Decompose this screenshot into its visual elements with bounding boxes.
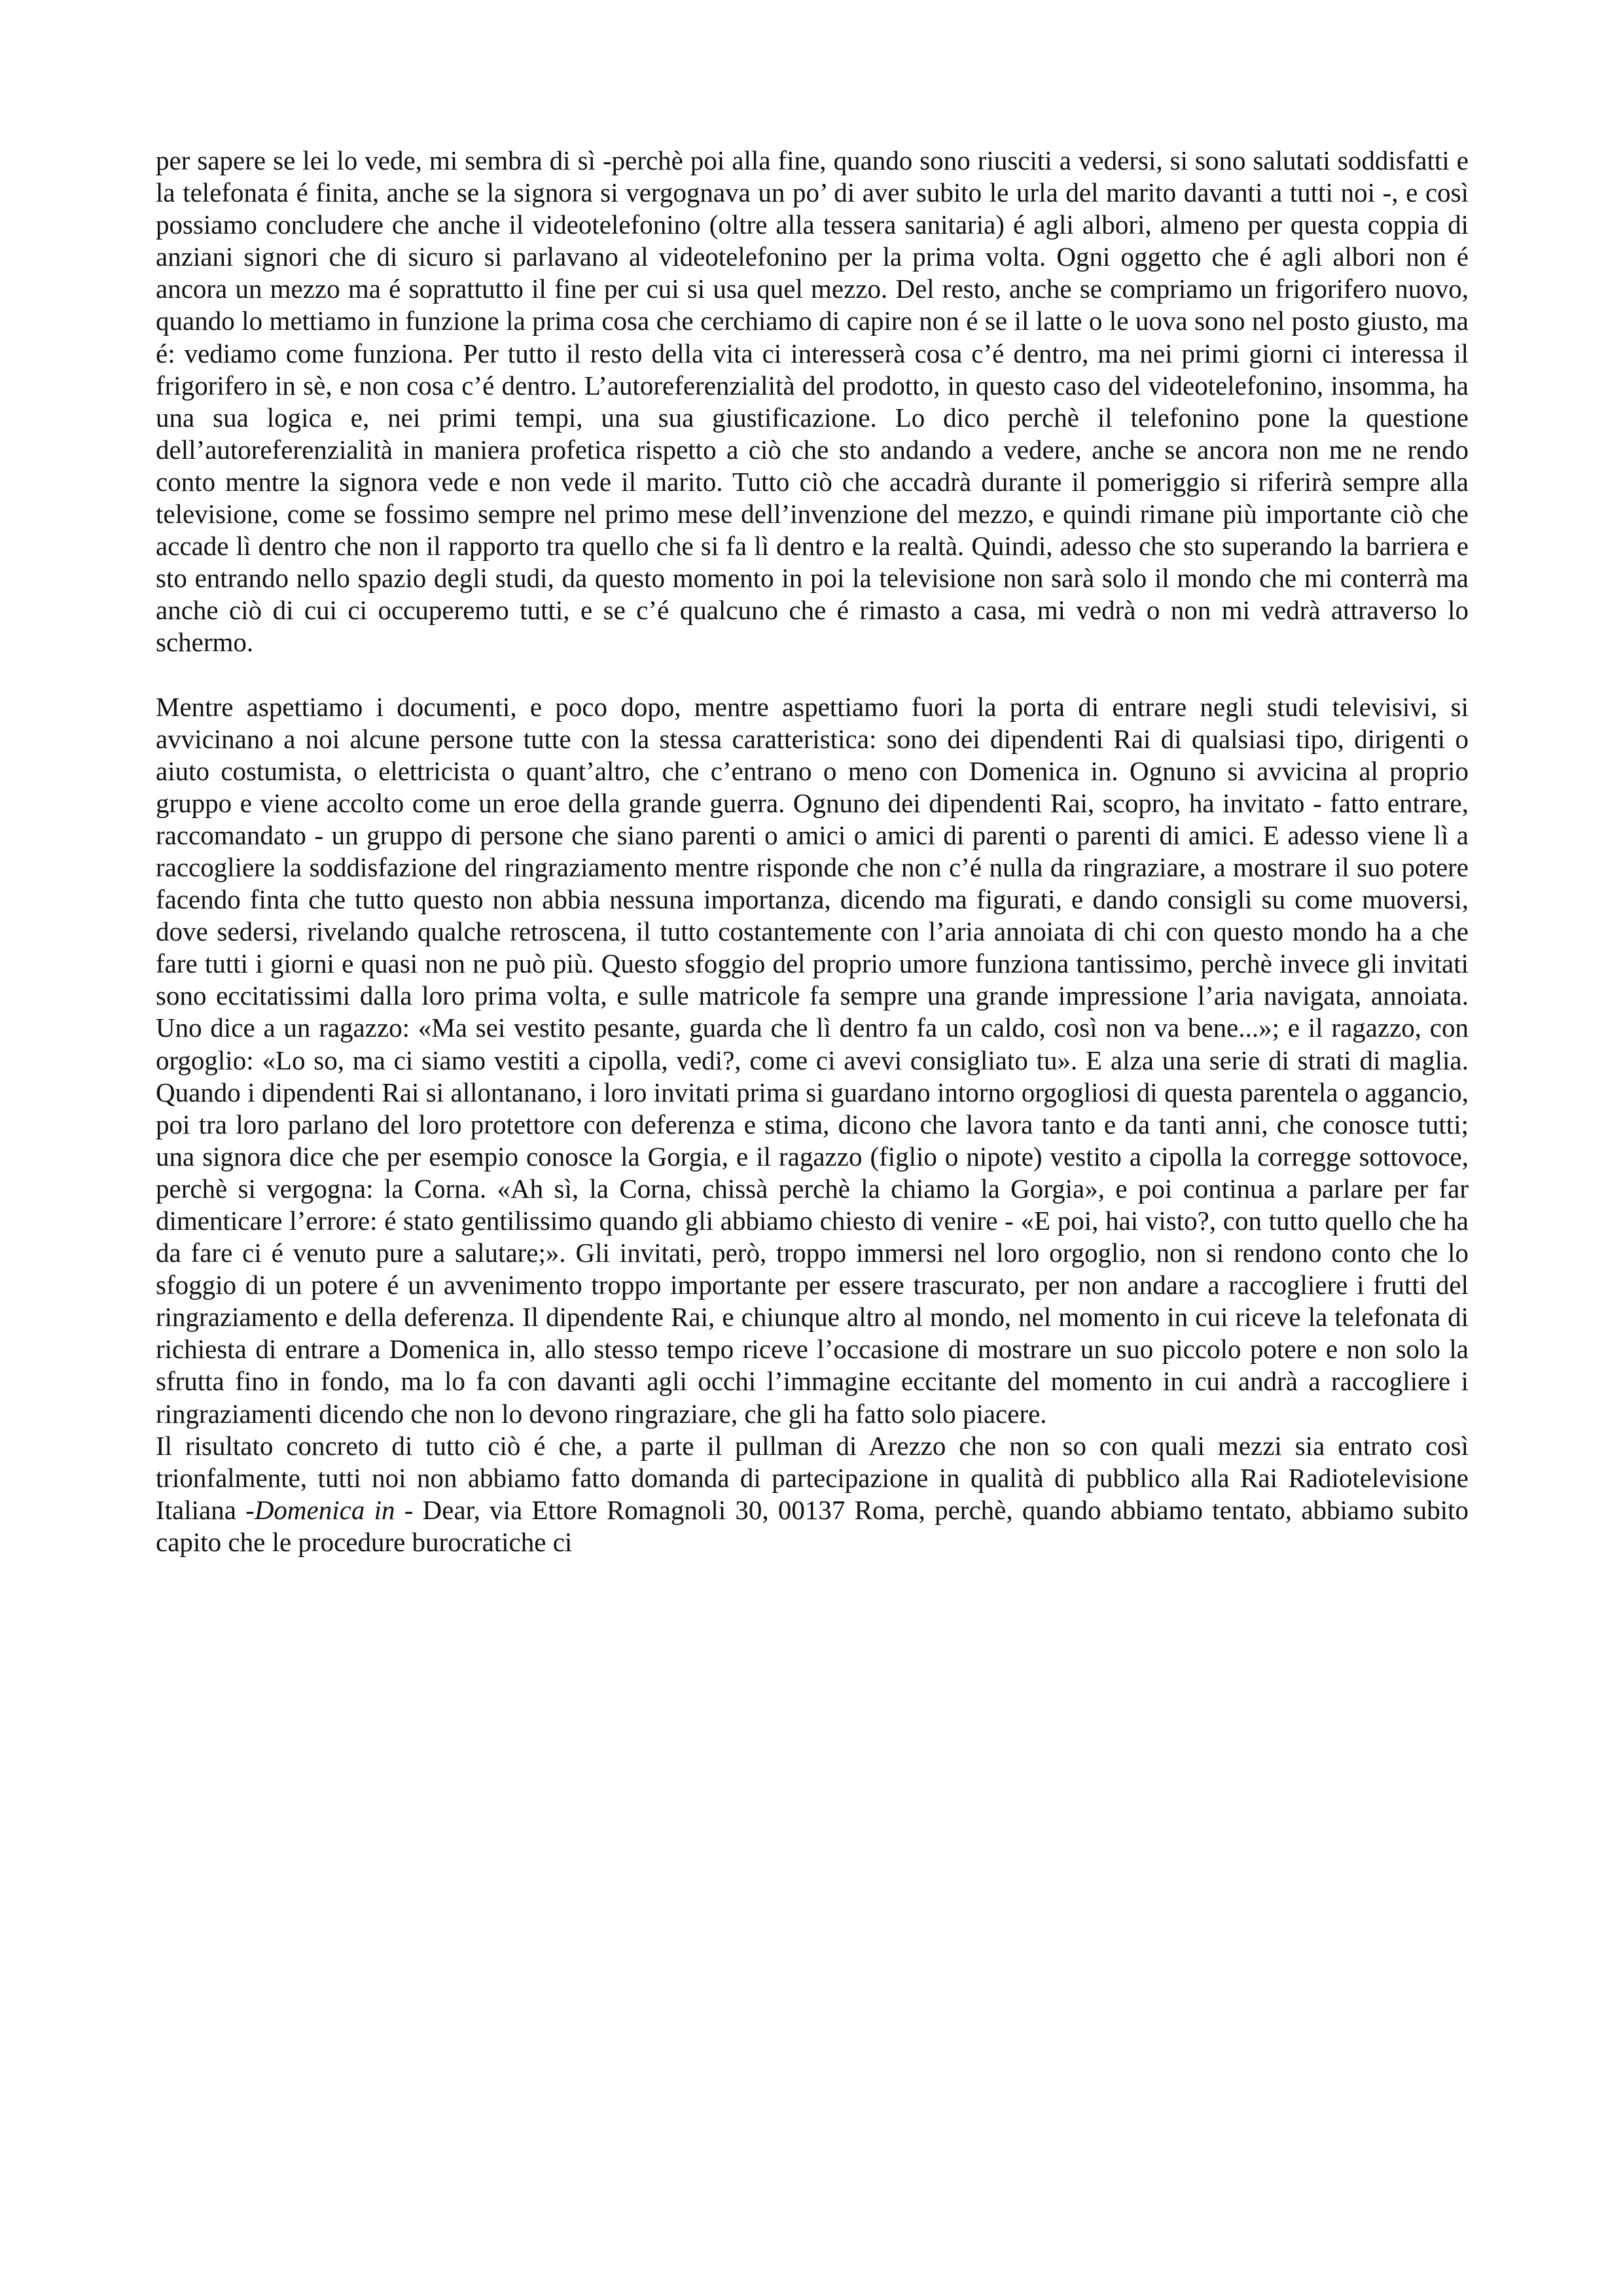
- paragraph-2-text: Mentre aspettiamo i documenti, e poco dopo, mentre aspettiamo fuori la porta di entrare negli studi televisivi, si avvicinano a noi alcune persone tutte con la stessa caratteristica: sono dei dipendenti Rai di qualsiasi tipo, dirigenti o aiuto costumista, o elettricista o quant’altro, che c’entrano o meno con Domenica in. Ognuno si avvicina al proprio gruppo e viene accolto come un eroe della grande guerra. Ognuno dei dipendenti Rai, scopro, ha invitato - fatto entrare, raccomandato - un gruppo di persone che siano parenti o amici o amici di parenti o parenti di amici. E adesso viene lì a raccogliere la soddisfazione del ringraziamento mentre risponde che non c’é nulla da ringraziare, a mostrare il suo potere facendo finta che tutto questo non abbia nessuna importanza, dicendo ma figurati, e dando consigli su come muoversi, dove sedersi, rivelando qualche retroscena, il tutto costantemente con l’aria annoiata di chi con questo mondo ha a che fare tutti i giorni e quasi non ne può più. Questo sfoggio del proprio umore funziona tantissimo, perchè invece gli invitati sono eccitatissimi dalla loro prima volta, e sulle matricole fa sempre una grande impressione l’aria navigata, annoiata. Uno dice a un ragazzo: «Ma sei vestito pesante, guarda che lì dentro fa un caldo, così non va bene...»; e il ragazzo, con orgoglio: «Lo so, ma ci siamo vestiti a cipolla, vedi?, come ci avevi consigliato tu». E alza una serie di strati di maglia. Quando i dipendenti Rai si allontanano, i loro invitati prima si guardano intorno orgogliosi di questa parentela o aggancio, poi tra loro parlano del loro protettore con deferenza e stima, dicono che lavora tanto e da tanti anni, che conosce tutti; una signora dice che per esempio conosce la Gorgia, e il ragazzo (figlio o nipote) vestito a cipolla la corregge sottovoce, perchè si vergogna: la Corna. «Ah sì, la Corna, chissà perchè la chiamo la Gorgia», e poi continua a parlare per far dimenticare l’errore: é stato gentilissimo quando gli abbiamo chiesto di venire - «E poi, hai visto?, con tutto quello che ha da fare ci é venuto pure a salutare;». Gli invitati, però, troppo immersi nel loro orgoglio, non si rendono conto che lo sfoggio di un potere é un avvenimento troppo importante per essere trascurato, per non andare a raccogliere i frutti del ringraziamento e della deferenza. Il dipendente Rai, e chiunque altro al mondo, nel momento in cui riceve la telefonata di richiesta di entrare a Domenica in, allo stesso tempo riceve l’occasione di mostrare un suo piccolo potere e non solo la sfrutta fino in fondo, ma lo fa con davanti agli occhi l’immagine eccitante del momento in cui andrà a raccogliere i ringraziamenti dicendo che non lo devono ringraziare, che gli ha fatto solo piacere.: [156, 691, 1469, 1429]
- paragraph-1-text: per sapere se lei lo vede, mi sembra di sì -perchè poi alla fine, quando sono riusciti a vedersi, si sono salutati soddisfatti e la telefonata é finita, anche se la signora si vergognava un po’ di aver subito le urla del marito davanti a tutti noi -, e così possiamo concludere che anche il videotelefonino (oltre alla tessera sanitaria) é agli albori, almeno per questa coppia di anziani signori che di sicuro si parlavano al videotelefonino per la prima volta. Ogni oggetto che é agli albori non é ancora un mezzo ma é soprattutto il fine per cui si usa quel mezzo. Del resto, anche se compriamo un frigorifero nuovo, quando lo mettiamo in funzione la prima cosa che cerchiamo di capire non é se il latte o le uova sono nel posto giusto, ma é: vediamo come funziona. Per tutto il resto della vita ci interesserà cosa c’é dentro, ma nei primi giorni ci interessa il frigorifero in sè, e non cosa c’é dentro. L’autoreferenzialità del prodotto, in questo caso del videotelefonino, insomma, ha una sua logica e, nei primi tempi, una sua giustificazione. Lo dico perchè il telefonino pone la questione dell’autoreferenzialità in maniera profetica rispetto a ciò che sto andando a vedere, anche se ancora non me ne rendo conto mentre la signora vede e non vede il marito. Tutto ciò che accadrà durante il pomeriggio si riferirà sempre alla televisione, come se fossimo sempre nel primo mese dell’invenzione del mezzo, e quindi rimane più importante ciò che accade lì dentro che non il rapporto tra quello che si fa lì dentro e la realtà. Quindi, adesso che sto superando la barriera e sto entrando nello spazio degli studi, da questo momento in poi la televisione non sarà solo il mondo che mi conterrà ma anche ciò di cui ci occuperemo tutti, e se c’é qualcuno che é rimasto a casa, mi vedrà o non mi vedrà attraverso lo schermo.: [156, 145, 1469, 658]
- paragraph-2: [156, 691, 1469, 1430]
- paragraph-3-text-a: Il risultato concreto di tutto ciò é che, a parte il pullman di Arezzo che non so con quali mezzi sia entrato così trionfalmente, tutti noi non abbiamo fatto domanda di partecipazione in qualità di pubblico alla Rai Radiotelevisione Italiana -: [156, 1430, 1469, 1525]
- paragraph-1: [156, 145, 1469, 659]
- program-title-italic: Domenica in: [254, 1494, 395, 1525]
- body-text: [156, 145, 1469, 1558]
- paragraph-3-text-b: - Dear, via Ettore Romagnoli 30, 00137 Roma, perchè, quando abbiamo tentato, abbiamo subito capito che le procedure burocratiche ci: [156, 1494, 1469, 1557]
- paragraph-3: [156, 1430, 1469, 1558]
